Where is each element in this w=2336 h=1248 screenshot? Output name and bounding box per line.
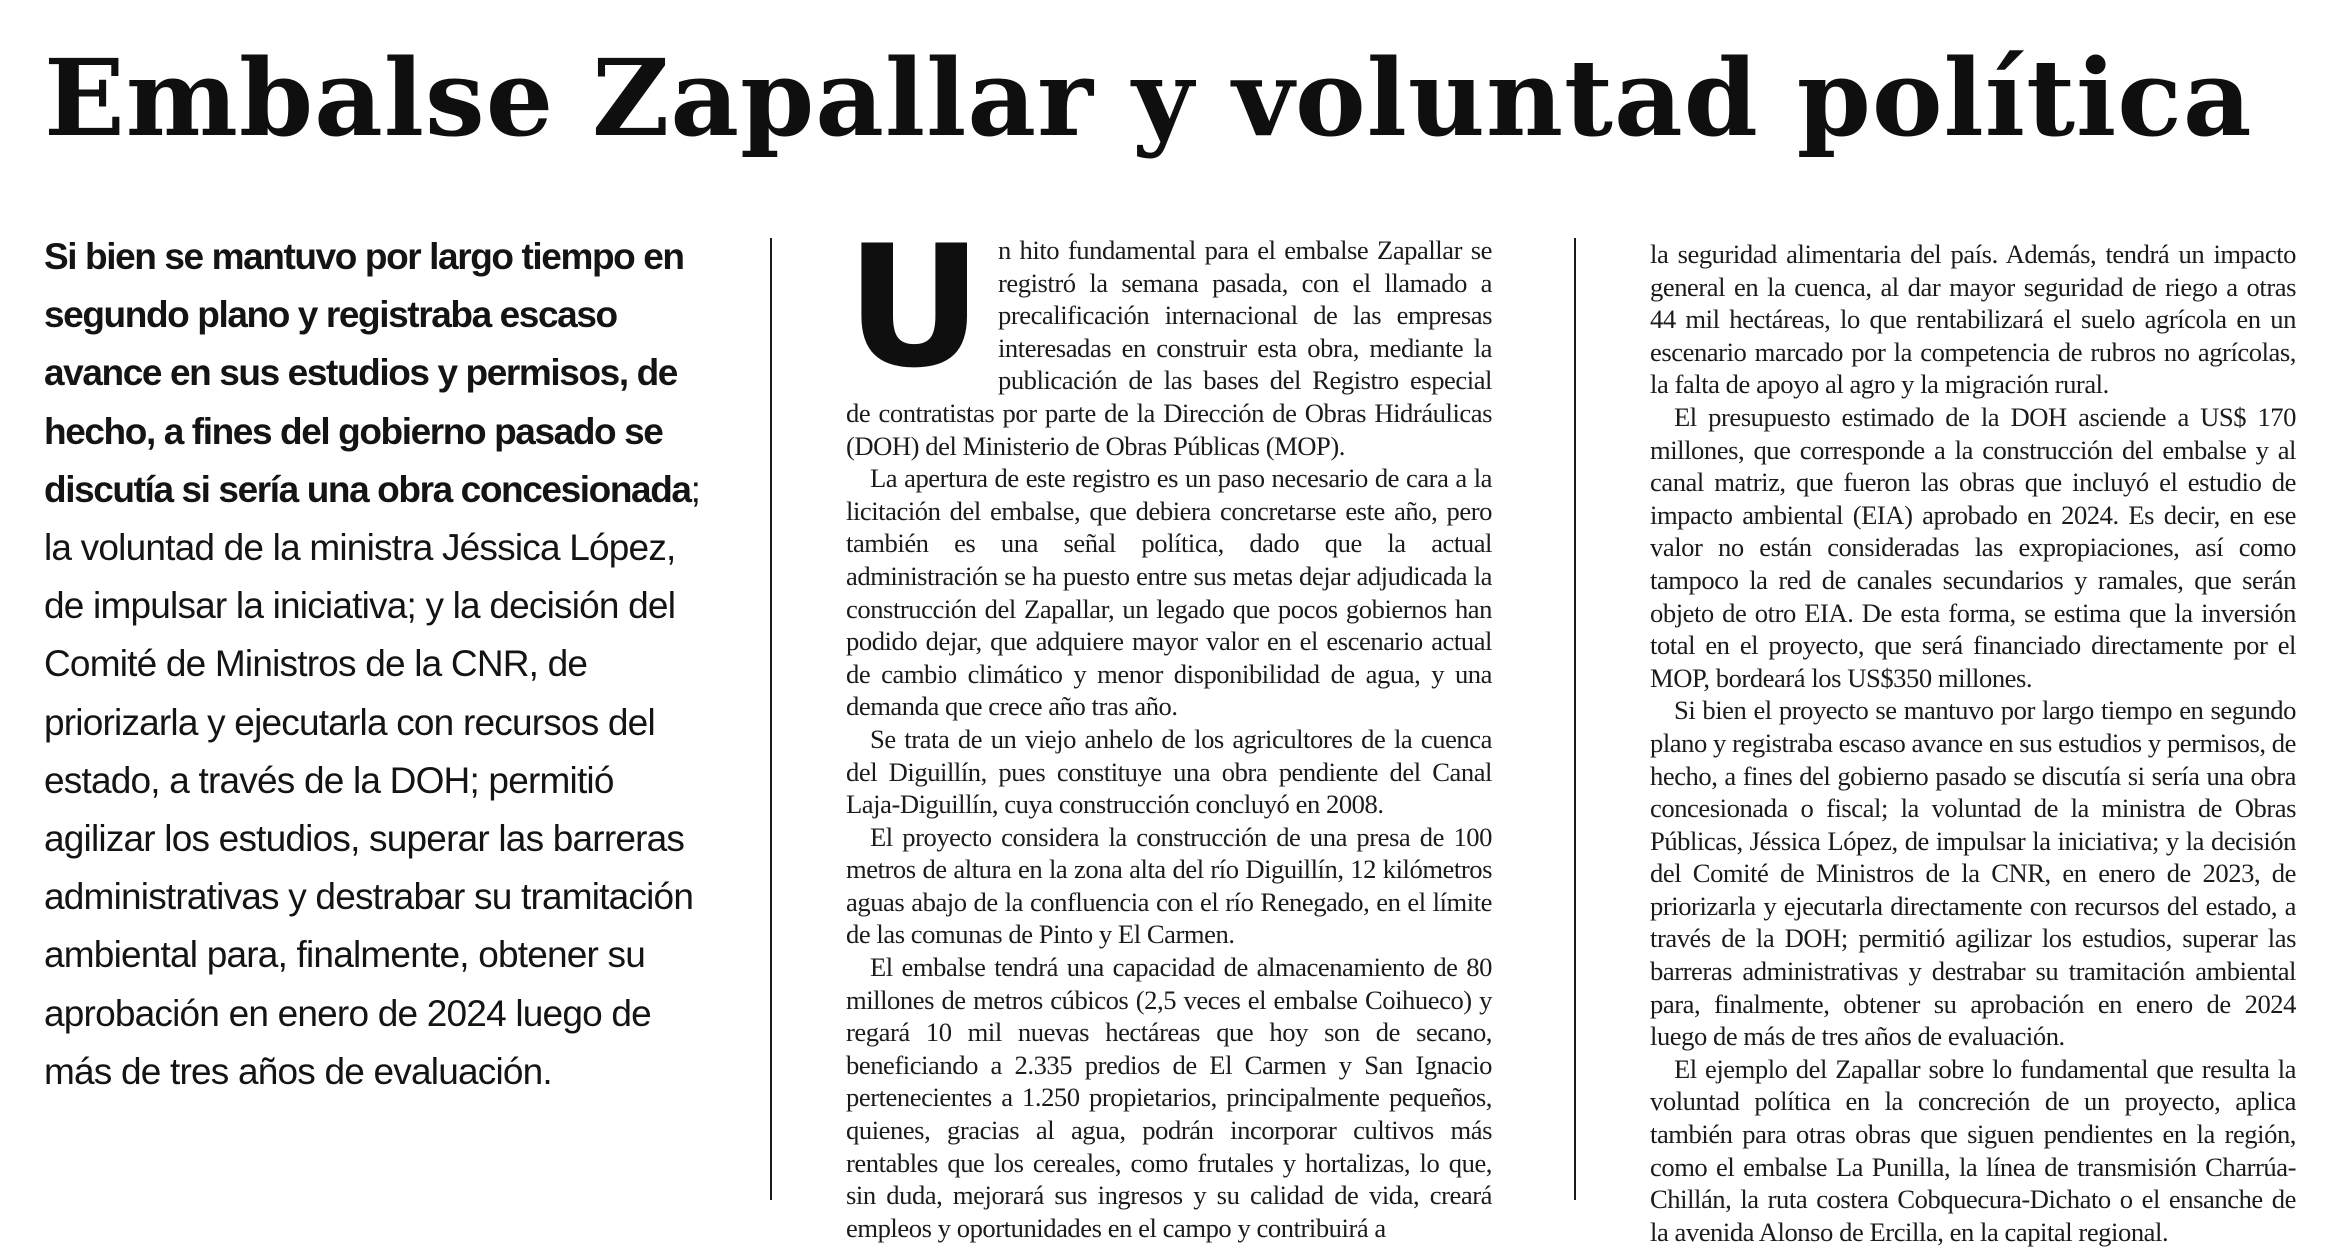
body-paragraph: El proyecto considera la construcción de una presa de 100 metros de altura en la zona alta del río Diguillín, 12 kilómetros aguas abajo de la confluencia con el río Renegado, en el límite de las comunas de Pinto y El Carmen. xyxy=(846,821,1492,950)
body-paragraph xyxy=(846,209,1492,462)
body-paragraph: Si bien el proyecto se mantuvo por largo tiempo en segundo plano y registraba escaso avance en sus estudios y permisos, de hecho, a fines del gobierno pasado se discutía si sería una obra concesionada o fiscal; la voluntad de la ministra de Obras Públicas, Jéssica López, de impulsar la iniciativa; y la decisión del Comité de Ministros de la CNR, en enero de 2023, de priorizarla y ejecutarla directamente con recursos del estado, a través de la DOH; permitió agilizar los estudios, superar las barreras administrativas y destrabar su tramitación ambiental para, finalmente, obtener su aprobación en enero de 2024 luego de más de tres años de evaluación. xyxy=(1650,695,2296,1052)
drop-cap: U xyxy=(846,209,982,405)
body-paragraph: la seguridad alimentaria del país. Además, tendrá un impacto general en la cuenca, al dar mayor seguridad de riego a otras 44 mil hectáreas, lo que rentabilizará el suelo agrícola en un escenario marcado por la competencia de rubros no agrícolas, la falta de apoyo al agro y la migración rural. xyxy=(1650,239,2296,400)
body-paragraph: La apertura de este registro es un paso necesario de cara a la licitación del embalse, que debiera concretarse este año, pero también es una señal política, dado que la actual administración se ha puesto entre sus metas dejar adjudicada la construcción del Zapallar, un legado que pocos gobiernos han podido dejar, que adquiere mayor valor en el escenario actual de cambio climático y menor disponibilidad de agua, y una demanda que crece año tras año. xyxy=(846,463,1492,722)
body-paragraph: El embalse tendrá una capacidad de almacenamiento de 80 millones de metros cúbicos (2,5 veces el embalse Coihueco) y regará 10 mil nuevas hectáreas que hoy son de secano, beneficiando a 2.335 predios de El Carmen y San Ignacio pertenecientes a 1.250 propietarios, principalmente pequeños, quienes, gracias al agua, podrán incorporar cultivos más rentables que los cereales, como frutales y hortalizas, lo que, sin duda, mejorará sus ingresos y su calidad de vida, creará empleos y oportunidades en el campo y contribuirá a xyxy=(846,952,1492,1243)
body-paragraph: Se trata de un viejo anhelo de los agricultores de la cuenca del Diguillín, pues constituye una obra pendiente del Canal Laja-Diguillín, cuya construcción concluyó en 2008. xyxy=(846,723,1492,820)
body-paragraph: El presupuesto estimado de la DOH asciende a US$ 170 millones, que corresponde a la construcción del embalse y al canal matriz, que fueron las obras que incluyó el estudio de impacto ambiental (EIA) aprobado en 2024. Es decir, en ese valor no están consideradas las expropiaciones, así como tampoco la red de canales secundarios y ramales, que serán objeto de otro EIA. De esta forma, se estima que la inversión total en el proyecto, que será financiado directamente por el MOP, bordeará los US$350 millones. xyxy=(1650,401,2296,693)
summary-regular-text: ; la voluntad de la ministra Jéssica López, de impulsar la iniciativa; y la decisión del Comité de Ministros de la CNR, de priorizarla y ejecutarla con recursos del estado, a través de la DOH; permitió agilizar los estudios, superar las barreras administrativas y destrabar su tramitación ambiental para, finalmente, obtener su aprobación en enero de 2024 luego de más de tres años de evaluación. xyxy=(44,468,701,1092)
article-headline: Embalse Zapallar y voluntad política xyxy=(44,35,2253,160)
column-divider-right xyxy=(1574,238,1576,1200)
body-paragraph: El ejemplo del Zapallar sobre lo fundamental que resulta la voluntad política en la concreción de un proyecto, aplica también para otras obras que siguen pendientes en la región, como el embalse La Punilla, la línea de transmisión Charrúa-Chillán, la ruta costera Cobquecura-Dichato o el ensanche de la avenida Alonso de Ercilla, en la capital regional. xyxy=(1650,1053,2296,1247)
body-column-2 xyxy=(1650,238,2296,1248)
summary-pull-quote xyxy=(44,228,724,1101)
body-column-1 xyxy=(846,209,1492,1244)
column-divider-left xyxy=(770,238,772,1200)
summary-bold-lead: Si bien se mantuvo por largo tiempo en segundo plano y registraba escaso avance en sus estudios y permisos, de hecho, a fines del gobierno pasado se discutía si sería una obra concesionada xyxy=(44,236,691,510)
body-paragraph-text: n hito fundamental para el embalse Zapallar se registró la semana pasada, con el llamado a precalificación internacional de las empresas interesadas en construir esta obra, mediante la publicación de las bases del Registro especial de contratistas por parte de la Dirección de Obras Hidráulicas (DOH) del Ministerio de Obras Públicas (MOP). xyxy=(846,235,1492,461)
